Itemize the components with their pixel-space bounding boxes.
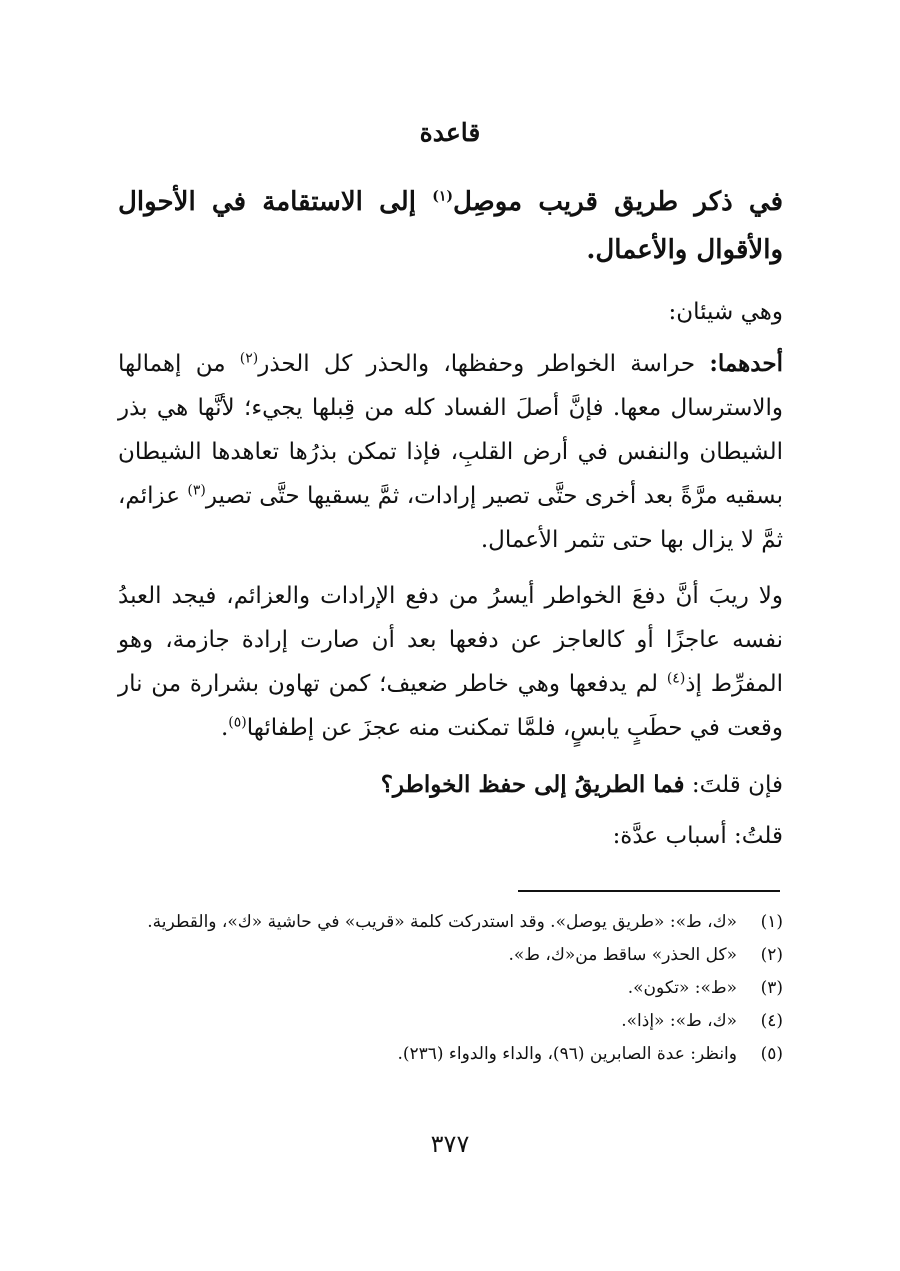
footnote-2 [118, 939, 783, 972]
footnotes [118, 906, 783, 1071]
footnote-text: «كل الحذر» ساقط من«ك، ط». [508, 945, 737, 965]
question-bold: فما الطريقُ إلى حفظ الخواطر؟ [380, 771, 685, 798]
footnote-text: «ط»: «تكون». [627, 978, 737, 998]
paragraph-2-text-b: لم يدفعها وهي خاطر ضعيف؛ كمن تهاون بشرارة من نار وقعت في حطَبٍ يابسٍ، فلمَّا تمكنت منه عجزَ عن إطفائها [118, 671, 783, 741]
footnote-number: (٥) [760, 1044, 783, 1064]
paragraph-1-text-c: عزائم، ثمَّ لا يزال بها حتى تثمر الأعمال. [118, 483, 783, 553]
question-line [118, 763, 783, 807]
footnote-number: (٣) [760, 978, 783, 998]
paragraph-2-text-c: . [220, 715, 229, 741]
footnote-5 [118, 1038, 783, 1071]
footnote-3 [118, 972, 783, 1005]
paragraph-1-text-b: من إهمالها والاسترسال معها. فإنَّ أصلَ الفساد كله من قِبلها يجيء؛ لأنَّها هي بذر الشيطان والنفس في أرض القلبِ، فإذا تمكن بذرُها تعاهدها الشيطان بسقيه مرَّةً بعد أخرى حتَّى تصير إرادات، ثمَّ يسقيها حتَّى تصير [118, 351, 783, 509]
question-prefix: فإن قلتَ: [684, 772, 783, 798]
footnote-ref-5: (٥) [228, 714, 247, 731]
footnote-number: (٢) [760, 945, 783, 965]
footnote-4 [118, 1005, 783, 1038]
paragraph-2 [118, 574, 783, 750]
answer-line: قلتُ: أسباب عدَّة: [612, 823, 783, 849]
intro-line: وهي شيئان: [668, 299, 783, 325]
page-number: ٣٧٧ [430, 1130, 470, 1158]
footnote-number: (٤) [760, 1011, 783, 1031]
footnote-ref-4: (٤) [666, 670, 686, 687]
footnote-text: «ك، ط»: «طريق يوصل». وقد استدركت كلمة «قريب» في حاشية «ك»، والقطرية. [147, 912, 737, 932]
heading-text-a: في ذكر طريق قريب موصِل [452, 187, 783, 217]
footnote-ref-1: (١) [432, 188, 453, 205]
page-title: قاعدة [419, 118, 481, 147]
section-heading [118, 178, 783, 274]
paragraph-1-lead: أحدهما: [709, 350, 783, 377]
footnote-text: «ك، ط»: «إذا». [621, 1011, 737, 1031]
footnote-ref-2: (٢) [239, 350, 259, 367]
paragraph-1-text-a: حراسة الخواطر وحفظها، والحذر كل الحذر [258, 351, 710, 377]
footnote-ref-3: (٣) [187, 482, 206, 499]
footnote-divider [518, 890, 780, 892]
paragraph-2-text-a: ولا ريبَ أنَّ دفعَ الخواطر أيسرُ من دفع الإرادات والعزائم، فيجد العبدُ نفسه عاجزًا أو كالعاجز عن دفعها بعد أن صارت إرادة جازمة، وهو المفرِّط إذ [118, 583, 783, 697]
footnote-text: وانظر: عدة الصابرين (٩٦)، والداء والدواء (٢٣٦). [397, 1044, 737, 1064]
footnote-1 [118, 906, 783, 939]
heading-text-b: إلى الاستقامة في الأحوال والأقوال والأعمال. [118, 187, 783, 265]
footnote-number: (١) [760, 912, 783, 932]
paragraph-1 [118, 342, 783, 562]
